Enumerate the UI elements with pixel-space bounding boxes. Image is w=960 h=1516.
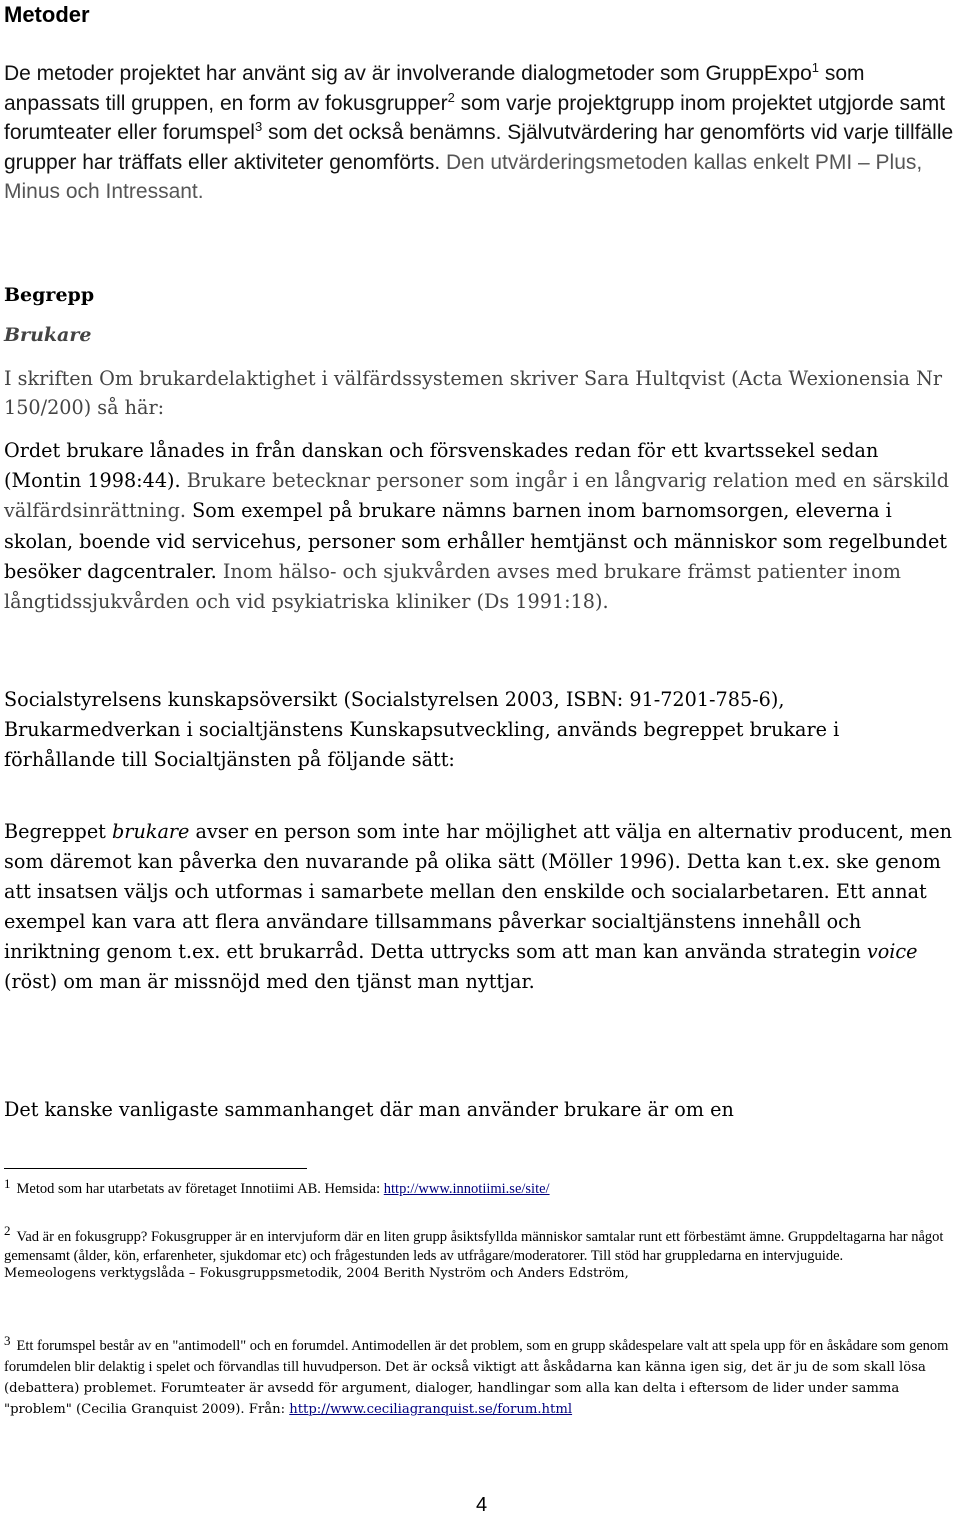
footnote-ref-3: 3 <box>254 119 263 134</box>
footnote-2 <box>4 1223 956 1284</box>
page-title: Metoder <box>4 2 90 27</box>
emphasis-voice: voice <box>866 940 918 963</box>
footnote-number-2: 2 <box>4 1223 11 1238</box>
footnote-3-text-2: Det är också viktigt att åskådarna kan känna igen sig, det är ju de som skall lösa (debattera) problemet. Forumteater är avsedd för argument, dialoger, handlingar som alla kan delta i eftersom de lider under samma "problem" (Cecilia Granquist 2009). Från: <box>4 1360 926 1417</box>
quote-text-2: Brukare betecknar personer som ingår i en långvarig relation med en särskild välfärdsinrättning. <box>4 469 950 523</box>
emphasis-brukare: brukare <box>112 820 190 843</box>
paragraph-socialstyrelsen: Socialstyrelsens kunskapsöversikt (Socialstyrelsen 2003, ISBN: 91-7201-785-6), Brukarmedverkan i socialtjänstens Kunskapsutveckling, används begreppet brukare i förhållande till Socialtjänsten på följande sätt: <box>4 688 840 771</box>
quote-paragraph-brukare <box>4 436 956 617</box>
footnote-1-text: Metod som har utarbetats av företaget Innotiimi AB. Hemsida: <box>16 1181 384 1197</box>
quote-paragraph-begreppet <box>4 817 956 997</box>
footnote-2-text: Vad är en fokusgrupp? Fokusgrupper är en intervjuform där en liten grupp åsiktsfyllda människor samtalar runt ett förbestämt ämne. Gruppdeltagarna har något gemensamt (ålder, kön, erfarenheter, sjukdomar etc) och frågestunden leds av utfrågare/moderatorer. Till stöd har gruppledarna en intervjuguide. <box>4 1229 944 1264</box>
quote-b-text-1: Begreppet <box>4 820 112 843</box>
subsection-heading-brukare: Brukare <box>4 324 92 346</box>
granquist-link[interactable]: http://www.ceciliagranquist.se/forum.html <box>289 1402 573 1417</box>
footnote-2-source: Memeologens verktygslåda – Fokusgruppsmetodik, 2004 Berith Nyström och Anders Edström, <box>4 1266 629 1281</box>
intro-text-2: som anpassats till gruppen, en form av fokusgrupper <box>4 62 865 115</box>
footnote-3 <box>4 1333 956 1420</box>
footnote-1 <box>4 1176 956 1199</box>
footnote-ref-1: 1 <box>811 60 820 75</box>
quote-b-text-2: avser en person som inte har möjlighet att välja en alternativ producent, men som däremot kan påverka den nuvarande på olika sätt (Möller 1996). Detta kan t.ex. ske genom att insatsen väljs och utformas i samarbete mellan den enskilde och socialarbetaren. Ett annat exempel kan vara att flera användare tillsammans påverkar socialtjänstens innehåll och inriktning genom t.ex. ett brukarråd. Detta uttrycks som att man kan använda strategin <box>4 820 952 963</box>
innotiimi-link[interactable]: http://www.innotiimi.se/site/ <box>383 1181 550 1197</box>
quote-text-1: Ordet brukare lånades in från danskan och försvenskades redan för ett kvartssekel sedan (Montin 1998:44). <box>4 439 879 493</box>
footnote-number-3: 3 <box>4 1333 11 1348</box>
quote-b-text-3: (röst) om man är missnöjd med den tjänst man nyttjar. <box>4 970 535 993</box>
intro-text-4: som det också benämns. Självutvärdering har genomförts vid varje tillfälle grupper har träffats eller aktiviteter genomförts. <box>4 121 954 174</box>
quote-text-3: Som exempel på brukare nämns barnen inom barnomsorgen, eleverna i skolan, boende vid servicehus, personer som erhåller hemtjänst och människor som regelbundet besöker dagcentraler. <box>4 499 948 583</box>
paragraph-hultqvist: I skriften Om brukardelaktighet i välfärdssystemen skriver Sara Hultqvist (Acta Wexionensia Nr 150/200) så här: <box>4 367 943 419</box>
footnote-3-text-1: Ett forumspel består av en "antimodell" och en forumdel. Antimodellen är det problem, som en grupp skådespelare valt att spela upp för en åskådare som genom forumdelen blir delaktig i spelet och förvandlas till huvudperson. <box>4 1338 949 1375</box>
intro-text-1: De metoder projektet har använt sig av är involverande dialogmetoder som GruppExpo <box>4 62 812 85</box>
footnote-separator <box>4 1168 307 1169</box>
paragraph-vanligaste: Det kanske vanligaste sammanhanget där man använder brukare är om en <box>4 1098 734 1121</box>
intro-text-3: som varje projektgrupp inom projektet utgjorde samt forumteater eller forumspel <box>4 91 946 144</box>
intro-paragraph <box>4 59 956 207</box>
footnote-ref-2: 2 <box>447 89 455 105</box>
intro-text-5: Den utvärderingsmetoden kallas enkelt PMI – Plus, Minus och Intressant. <box>4 150 923 203</box>
footnote-number-1: 1 <box>4 1176 11 1191</box>
page-number: 4 <box>476 1494 488 1516</box>
section-heading-begrepp: Begrepp <box>4 284 95 306</box>
quote-text-4: Inom hälso- och sjukvården avses med brukare främst patienter inom långtidssjukvården och vid psykiatriska kliniker (Ds 1991:18). <box>4 559 901 614</box>
